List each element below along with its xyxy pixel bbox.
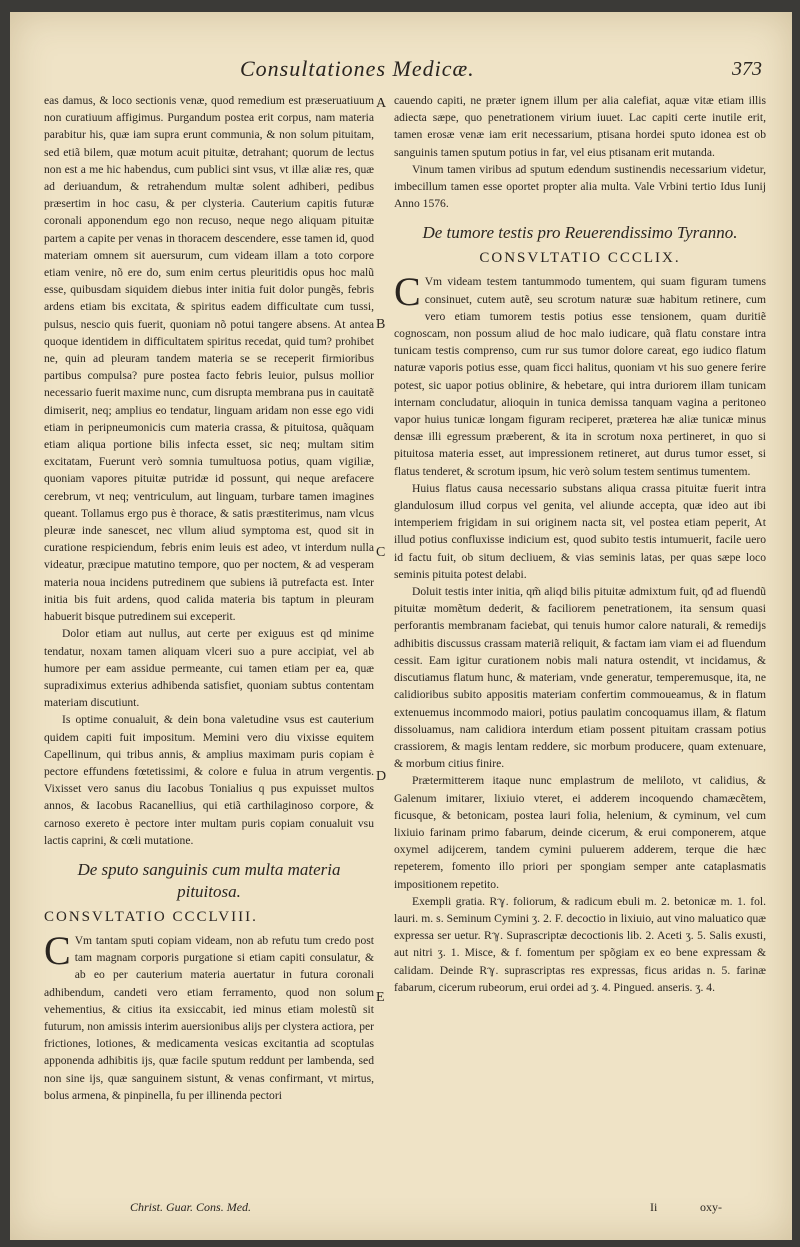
left-column [44,92,374,1212]
page-header [10,56,792,86]
right-column [394,92,766,1212]
right-paragraph-6: Prætermitterem itaque nunc emplastrum de meliloto, vt calidius, & Galenum imitarer, lixiuio vteret, ei adderem incoquendo chamæcẽtem, ficusque, & betonicam, postea lauri folia, helenium, & cyminum, vel cum lixiuio farinam primo fabarum, deinde cicerum, & erui componerem, atque oxymel adijcerem, tandem cymini puluerem adderem, terque die hæc repeterem, fomento illo priori per spongiam semper ante cataplasmatis impositionem repetito. [394,774,766,891]
page-number: 373 [732,58,762,80]
margin-letter-e: E [376,990,385,1005]
left-paragraph-2: Dolor etiam aut nullus, aut certe per exiguus est qd minime tendatur, noxam tamen aliquam vlceri suo a pure accipiat, vel ab humore per eam assidue permeante, cui tamen etiam per ea, quæ supradiximus exterius adhibenda satisfiet, quoniam subtus contentam materiam discutiunt. [44,627,374,710]
consultation-number-right: CONSVLTATIO CCCLIX. [479,250,681,267]
footer-catchword: oxy- [700,1200,722,1214]
right-paragraph-3: CVm videam testem tantummodo tumentem, qui suam figuram tumens consinuet, cutem autẽ, seu scrotum naturæ suæ habitum retinere, cum vero etiam tumorem testis potius esse tensionem, quam duritiẽ cognoscam, non possum aliud de hoc malo iudicare, quã flatu constare intra tunicam testis comprenso, cum rur sus tumor dolore careat, ego iudico flatum naturæ vaporis potius esse, quam ficci halitus, quoniam vt his suo genere ferire potest, sic uapor potius oblinire, & hebetare, qui intra duriorem illam tunicam internam concludatur, alioquin in tunica demissa tanquam vagina a peritoneo vapor huius tunicæ longam figuram reciperet, præterea hæ aliæ tunicæ minus densæ illi egressum præberent, & ita in scrotum noxa pertineret, in quo si pituitosa materia esset, aut impressionem retineret, aut durus tumor esset, si flatus tenderet, & scrotum ipsum, hic verò solum testem sentimus tumentem. [394,269,766,478]
right-paragraph-2: Vinum tamen viribus ad sputum edendum sustinendis necessarium videtur, imbecillum tamen esse oportet propter alia multa. Vale Vrbini tertio Idus Iunij Anno 1576. [394,162,766,211]
consultation-heading-left: De sputo sanguinis cum multa materia pituitosa. [77,859,341,901]
consultation-number-left: CONSVLTATIO CCCLVIII. [44,908,258,925]
right-paragraph-5: Doluit testis inter initia, qm̃ aliqd bilis pituitæ admixtum fuit, qđ ad fluendũ pituitæ momẽtum dederit, & faciliorem penetrationem, ita sensum quasi perforantis membranam faciebat, qui tenuis humor calore naturali, & remedijs adhibitis discussus crassam materiã reliquit, & factam iam viam ei ad fluendum cessit. Eam igitur curationem nobis mali natura ostendit, vt incidamus, & discutiamus flatum hunc, & materiam, vnde generatur, temperemusque, ita, ne calidioribus subito appositis materiam confertim commoueamus, & in flatum extenuemus incommodo maiori, potius paulatim concoquamus illam, & flatum dissoluamus, nam calidiora interdum etiam possent pituitam crassam potius crassiorem, & magis lentam reddere, sic morbum producere, quam extenuare, & morbum citius finire. [394,585,766,771]
left-paragraph-1: eas damus, & loco sectionis venæ, quod remedium est præseruatiuum non curatiuum affigimus. Purgandum postea erit corpus, nam materia parabitur his, quæ iam supra erunt communia, & non solum pituitam, sed etiã bilem, quæ motum acuit pituitæ, detrahant; quorum de lectus non est a me hic habendus, cum publici sint vsus, vt illæ aliæ res, quæ ad deriuandum, & retrahendum multæ solent adhiberi, pedibus præsertim in hoc casu, & per clysteria. Cauterium capitis futuræ coronali apponendum ego non recuso, neque nego aliquam pituitæ partem a capite per venas in thoracem descendere, esse tamen id, quod materiam omnem sit auersurum, cum videam illam a toto corpore etiam venire, nõ ere do, sum enim certus pleuritidis opus hoc malũ esse, quibusdam siquidem diebus inter initia fuit dolor pungẽs, febris ardens etiam bis excitata, & spiritus eadem difficultate cum tussi, pulsus, nescio quis fuerit, quoniam nõ potui tangere absens. At antea quoque identidem in difficultatem spiritus recedat, quid tum? prohibet ne, quin ad pleuram tandem materia se se receperit firmioribus partibus compulsa? pure postea facto febris leuior, pulsus mollior necessario fuerit maxime nunc, cum disrupta membrana pus in cauitatẽ dimiserit, neq; amplius eo tendatur, linguam aridam non esse ego vidi etiam in peripneumonicis cum materia crassa, & pituitosa, quãquam etiam aliqua portione bilis infecta esset, sic neq; multam sitim excitatam, Fuerunt verò somnia tumultuosa potius, quam vigiliæ, quoniam vapores pituitæ putridæ id possunt, qui neque arefacere cerebrum, vt neq; ventriculum, aut linguam, turbare tamen imagines queant. Tollamus ergo pus è thorace, & satis præstiterimus, nam vlcus pleuræ inde sanescet, nec vllum aliud symptoma est, quod sit in curatione respiciendum, febris enim leuis est adeo, vt interdum nulla videatur, præcipue matutino tempore, quo per noctem, & ad vesperam materia noua incidens putredinem que subiens iã putrefacta est. Inter initia bis fuit ardens, quod calida materia bis taptum in pleuram habuerit bisque putredinem sui exceperit. [44,94,374,624]
margin-letter-a: A [376,96,387,111]
margin-letter-c: C [376,545,386,560]
margin-letter-b: B [376,317,386,332]
footer-signature: Christ. Guar. Cons. Med. [130,1200,252,1214]
right-paragraph-1: cauendo capiti, ne præter ignem illum per alia calefiat, aquæ vitæ etiam illis adiecta sæpe, quo penetrationem virium iuuet. Lac capiti certe inutile erit, tamen erosæ venæ iam erit necessarium, ptisana hordei sputo idonea est ob sanguinis tamen sputum potius in far, vel eius ptisanam erit mutanda. [394,94,766,159]
book-page [10,12,792,1240]
right-paragraph-4: Huius flatus causa necessario substans aliqua crassa pituitæ fuerit intra glandulosum illud corpus vel genita, vel aliunde accepta, quæ ideo aut ibi intemperiem frigidam in sui originem nacta sit, vel postea etiam peperit, At illud potius confluxisse indicium est, quod subito testis intumuerit, facile uero id factu fuit, ob situm decliuem, & vias seminis latas, per quas sæpe loco seminis pituita potest delabi. [394,481,766,581]
running-title: Consultationes Medicæ. [240,56,475,81]
consultation-heading-right: De tumore testis pro Reuerendissimo Tyranno. [422,223,738,243]
footer-signature-mark: Ii [650,1200,658,1214]
left-paragraph-4: CVm tantam sputi copiam videam, non ab refutu tum credo post tam magnam corporis purgatione si etiam capiti consulatur, & ab eo per cauterium materia auertatur in futura coronali adhibendum, candeti vero etiam ferramento, quod non solum vehementius, & citius ita exsiccabit, ied minus etiam molestũ sit futurum, non amissis interim auersionibus alijs per clystera actiora, per frictiones, lotiones, & medicamenta vesicas excitantia ad scoptulas apponenda adhibitis ijs, quæ facile sputum reddunt per lambenda, sed non sine ijs, quæ sanguinem sistunt, & venas confirmant, vt mirtus, bolus armena, & pinpinella, fu per illinenda pectori [44,927,374,1102]
right-paragraph-7: Exempli gratia. Rℽ. foliorum, & radicum ebuli m. 2. betonicæ m. 1. fol. lauri. m. s. Seminum Cymini ʒ. 2. F. decoctio in lixiuio, aut vino maluatico quæ expressa ser uetur. Rℽ. Suprascriptæ decoctionis lib. 2. Aceti ʒ. 5. Salis exusti, aut nitri ʒ. 1. Misce, & f. fomentum per spõgiam ex eo bene expressam & calidam. Deinde Rℽ. suprascriptas res expressas, ficus aridas n. 5. farinæ fabarum, cicerum rubeorum, erui ordei ad ʒ. 4. Pingued. anseris. ʒ. 4. [394,894,766,994]
margin-letter-d: D [376,769,387,784]
left-paragraph-3: Is optime conualuit, & dein bona valetudine vsus est cauterium quidem capiti fuit impositum. Memini vero diu vixisse equitem Capellinum, qui tribus annis, & amplius maximam puris copiam è pectore effundens fœtetissimi, & colore e fulua in atrum vergentis. Vixisset vero sanus diu Iacobus Tonialius q pus expuisset multos annos, & Iacobus Racanellius, qui etiã carthilaginoso corpore, & carnoso exereto è pectore inter multam puris copiam conualuit vsu lactis caprini, & cœli mutatione. [44,713,374,847]
